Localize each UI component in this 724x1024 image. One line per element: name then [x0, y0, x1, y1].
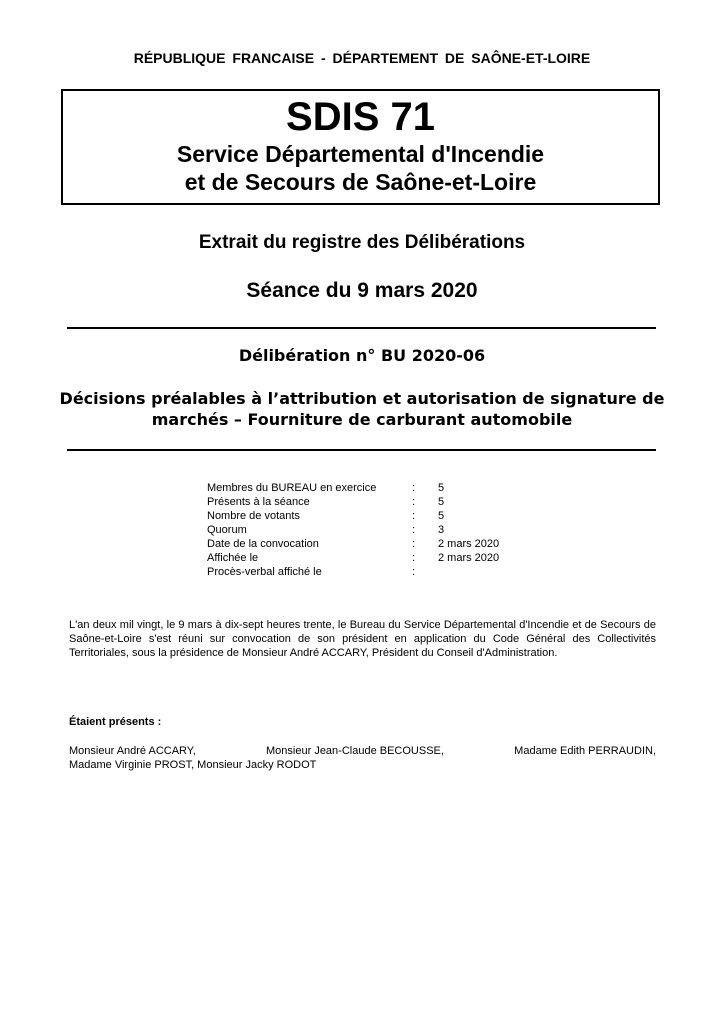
info-value: 2 mars 2020 — [438, 552, 500, 564]
present-member: Madame Edith PERRAUDIN, — [514, 745, 656, 757]
session-info-table — [207, 481, 499, 579]
info-label: Date de la convocation — [207, 538, 319, 550]
info-row — [207, 481, 499, 495]
info-value: 3 — [438, 524, 445, 536]
info-value: 2 mars 2020 — [438, 538, 500, 550]
info-value: 5 — [438, 496, 445, 508]
info-separator: : — [412, 538, 416, 550]
info-separator: : — [412, 510, 416, 522]
sdis-title: SDIS 71 — [286, 95, 435, 139]
extrait-heading: Extrait du registre des Délibérations — [198, 232, 526, 253]
info-row — [207, 495, 499, 509]
deliberation-number: Délibération n° BU 2020-06 — [238, 346, 486, 365]
info-label: Membres du BUREAU en exercice — [207, 482, 377, 494]
service-line-2: et de Secours de Saône-et-Loire — [184, 169, 537, 195]
info-separator: : — [412, 482, 416, 494]
presents-line-1 — [69, 744, 656, 758]
info-label: Nombre de votants — [207, 510, 300, 522]
republic-header: RÉPUBLIQUE FRANCAISE - DÉPARTEMENT DE SAÔNE-ET-LOIRE — [133, 50, 591, 66]
info-separator: : — [412, 496, 416, 508]
session-paragraph: L'an deux mil vingt, le 9 mars à dix-sept heures trente, le Bureau du Service Départemental d'Incendie et de Secours de Saône-et-Loire s'est réuni sur convocation de son président en application du Code Général des Collectivités Territoriales, sous la présidence de Monsieur André ACCARY, Président du Conseil d'Administration. — [69, 619, 656, 659]
info-row — [207, 509, 499, 523]
deliberation-subject: Décisions préalables à l’attribution et autorisation de signature de marchés – Fourniture de carburant automobile — [59, 389, 665, 429]
service-line-1: Service Départemental d'Incendie — [176, 141, 545, 167]
info-value: 5 — [438, 510, 445, 522]
info-row — [207, 551, 499, 565]
info-separator: : — [412, 524, 416, 536]
info-label: Procès-verbal affiché le — [207, 566, 322, 578]
info-label: Présents à la séance — [207, 496, 310, 508]
presents-line-2: Madame Virginie PROST, Monsieur Jacky RODOT — [69, 759, 317, 771]
presents-title: Étaient présents : — [69, 716, 162, 728]
divider-top — [67, 327, 656, 329]
present-member: Monsieur André ACCARY, — [69, 745, 196, 757]
divider-bottom — [67, 449, 656, 451]
info-row — [207, 523, 499, 537]
info-row — [207, 565, 499, 579]
present-member: Monsieur Jean-Claude BECOUSSE, — [266, 745, 444, 757]
info-value — [438, 565, 499, 579]
info-row — [207, 537, 499, 551]
info-label: Affichée le — [207, 552, 259, 564]
info-value: 5 — [438, 482, 445, 494]
title-box — [61, 89, 660, 205]
seance-heading: Séance du 9 mars 2020 — [246, 279, 478, 302]
info-separator: : — [412, 552, 416, 564]
info-label: Quorum — [207, 524, 247, 536]
info-separator: : — [412, 566, 416, 578]
